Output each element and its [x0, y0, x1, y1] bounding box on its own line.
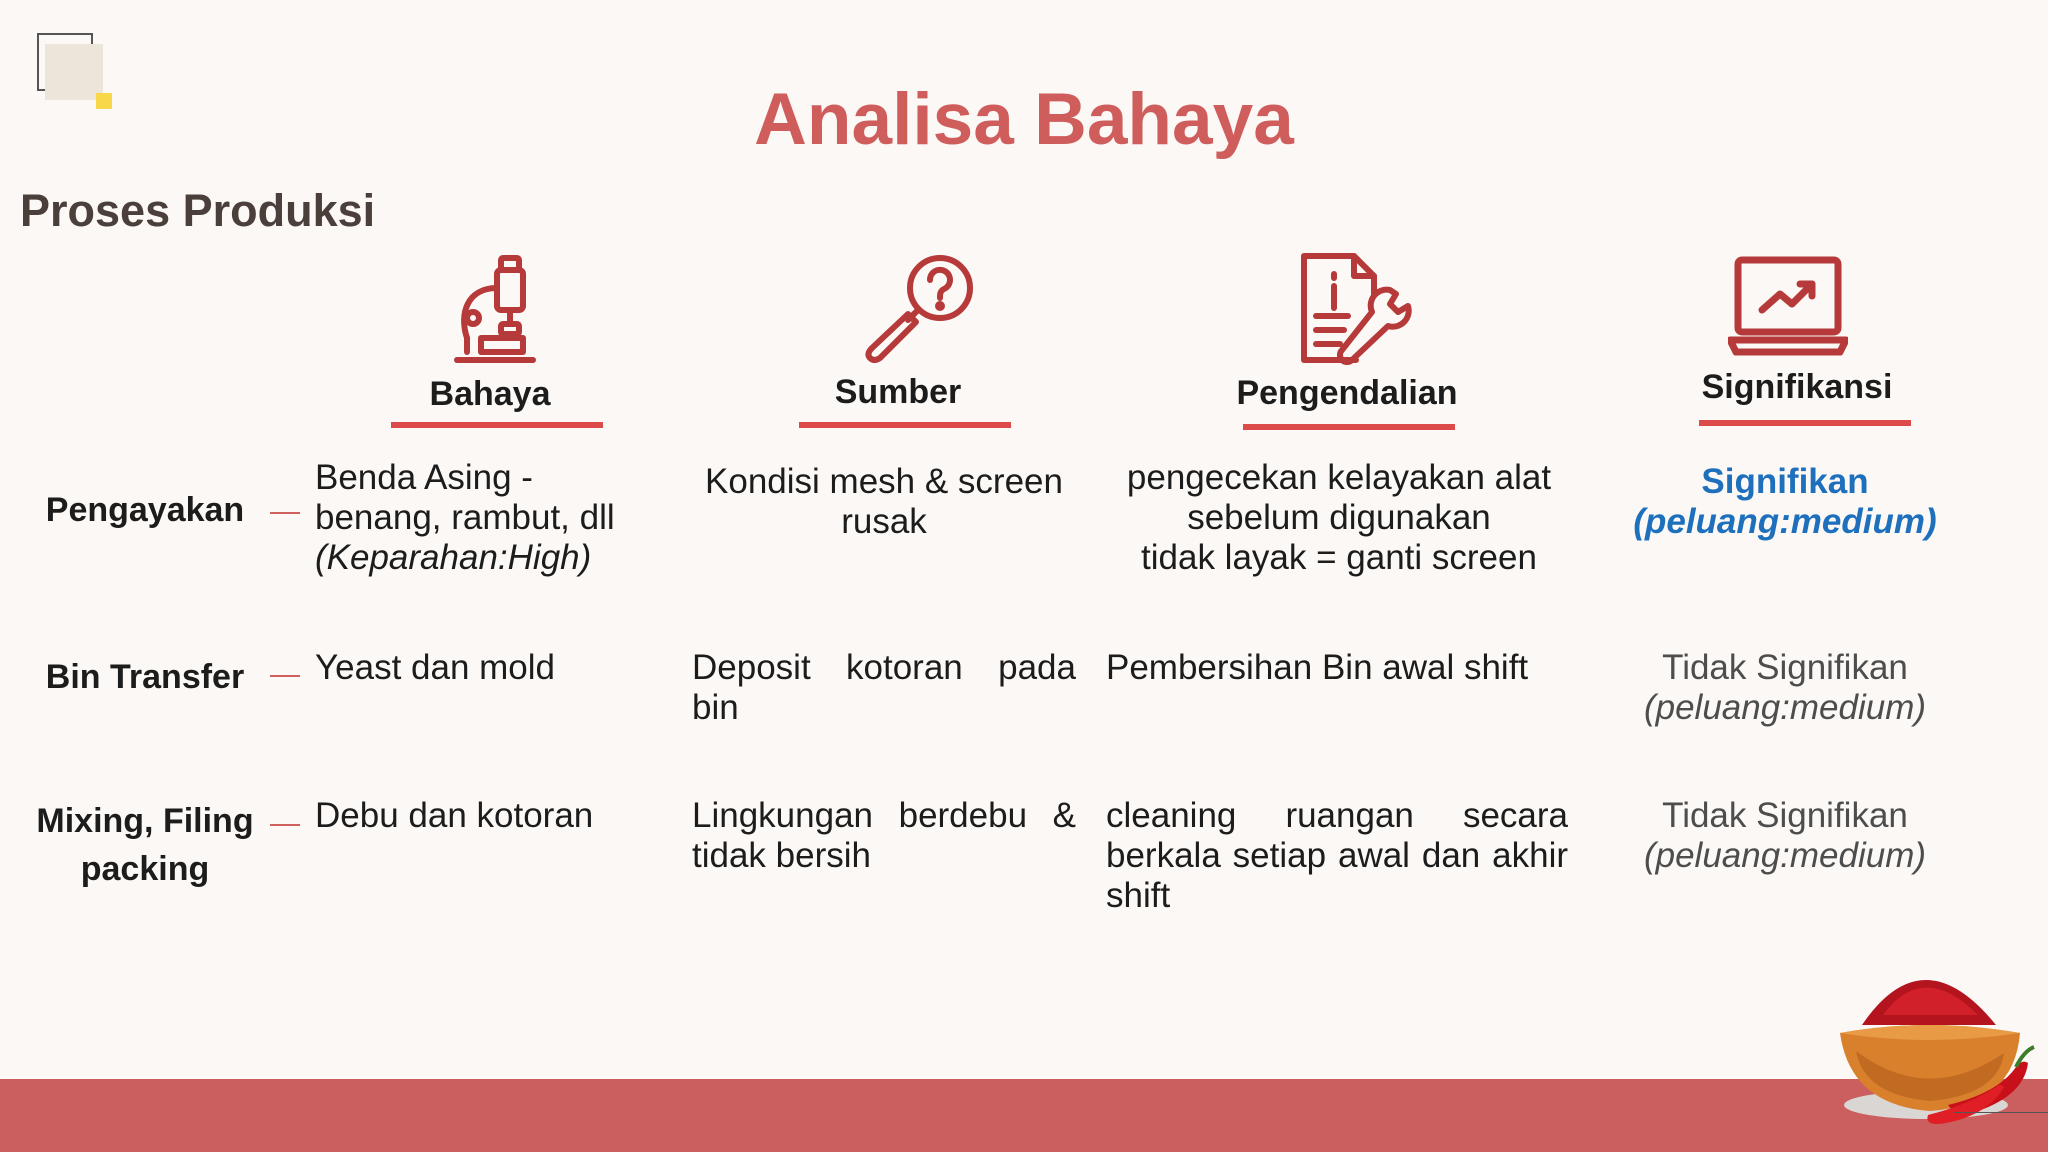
cell-pengendalian-pengayakan	[1105, 458, 1573, 578]
cell-line: Tidak Signifikan	[1662, 796, 1908, 835]
cell-line: Signifikan	[1701, 462, 1869, 501]
column-header-bahaya: Bahaya	[429, 375, 551, 413]
cell-bahaya-bin-transfer: Yeast dan mold	[315, 648, 555, 687]
row-label-bin-transfer: Bin Transfer	[45, 658, 245, 696]
column-underline-signifikansi	[1699, 420, 1911, 426]
cell-sumber-pengayakan: Kondisi mesh & screen rusak	[705, 462, 1063, 541]
cell-line: benang, rambut, dll	[315, 498, 615, 537]
cell-line: (peluang:medium)	[1643, 688, 1927, 727]
cell-line: (peluang:medium)	[1633, 502, 1937, 541]
cell-signifikansi-mixing	[1610, 796, 1960, 876]
cell-line: tidak layak = ganti screen	[1141, 538, 1537, 577]
cell-pengendalian-bin-transfer: Pembersihan Bin awal shift	[1106, 648, 1529, 687]
microscope-icon	[437, 252, 557, 377]
section-subtitle: Proses Produksi	[20, 185, 376, 236]
column-underline-bahaya	[391, 422, 603, 428]
cell-signifikansi-pengayakan	[1610, 462, 1960, 542]
cell-line: (Keparahan:High)	[315, 538, 592, 577]
cell-bahaya-mixing: Debu dan kotoran	[315, 796, 594, 835]
cell-bahaya-pengayakan	[315, 458, 663, 578]
magnifier-question-icon	[862, 248, 982, 373]
cell-line: sebelum digunakan	[1187, 498, 1491, 537]
column-underline-sumber	[799, 422, 1011, 428]
laptop-chart-icon	[1728, 250, 1848, 375]
document-wrench-icon	[1296, 250, 1416, 375]
row-label-pengayakan: Pengayakan	[45, 491, 245, 529]
cell-pengendalian-mixing: cleaning ruangan secara berkala setiap awal dan akhir shift	[1106, 796, 1568, 915]
row-connector	[270, 512, 300, 514]
column-header-signifikansi: Signifikansi	[1701, 368, 1893, 406]
column-underline-pengendalian	[1243, 424, 1455, 430]
row-connector	[270, 824, 300, 826]
cell-line: pengecekan kelayakan alat	[1126, 458, 1552, 497]
column-header-sumber: Sumber	[834, 373, 962, 411]
bottom-band	[0, 1079, 2048, 1152]
column-header-pengendalian: Pengendalian	[1236, 374, 1458, 412]
page-title: Analisa Bahaya	[754, 79, 1294, 160]
cell-sumber-mixing: Lingkungan berdebu & tidak bersih	[692, 796, 1076, 875]
cell-signifikansi-bin-transfer	[1610, 648, 1960, 728]
corner-line	[1953, 1112, 2048, 1113]
row-label-mixing-filing-packing: Mixing, Filing packing	[36, 802, 254, 888]
cell-line: Tidak Signifikan	[1662, 648, 1908, 687]
chili-bowl-illustration	[1828, 955, 2048, 1135]
cell-sumber-bin-transfer: Deposit kotoran pada bin	[692, 648, 1076, 727]
cell-line: Benda Asing -	[315, 458, 533, 497]
cell-line: (peluang:medium)	[1643, 836, 1927, 875]
row-connector	[270, 675, 300, 677]
